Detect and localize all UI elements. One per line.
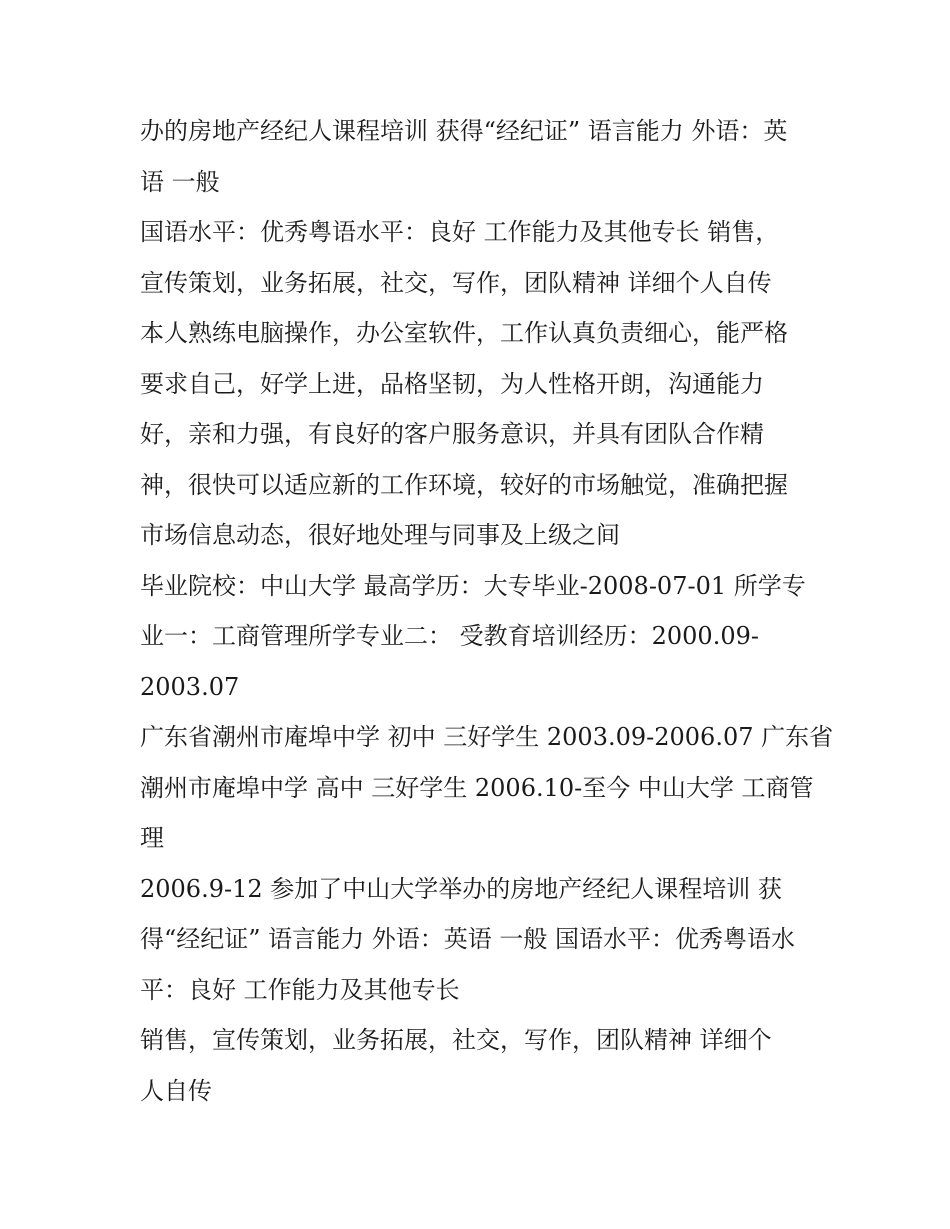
text-line: 2003.07 <box>140 672 240 701</box>
text-line: 本人熟练电脑操作，办公室软件，工作认真负责细心，能严格 <box>140 319 788 347</box>
text-line: 宣传策划，业务拓展，社交，写作，团队精神 详细个人自传 <box>140 268 772 297</box>
text-line: 得“经纪证” 语言能力 外语：英语 一般 国语水平：优秀粤语水 <box>140 925 796 953</box>
text-line: 市场信息动态，很好地处理与同事及上级之间 <box>140 521 620 549</box>
text-line: 业一：工商管理所学专业二： 受教育培训经历：2000.09- <box>140 622 759 650</box>
text-line: 广东省潮州市庵埠中学 初中 三好学生 2003.09-2006.07 广东省 <box>140 723 834 751</box>
text-line: 人自传 <box>140 1076 212 1105</box>
text-line: 理 <box>140 824 164 852</box>
text-line: 好，亲和力强，有良好的客户服务意识，并具有团队合作精 <box>140 420 764 448</box>
text-line: 神，很快可以适应新的工作环境，较好的市场触觉，准确把握 <box>140 470 788 499</box>
text-line: 潮州市庵埠中学 高中 三好学生 2006.10-至今 中山大学 工商管 <box>140 773 814 802</box>
text-line: 要求自己，好学上进，品格坚韧，为人性格开朗，沟通能力 <box>140 369 764 398</box>
text-line: 2006.9-12 参加了中山大学举办的房地产经纪人课程培训 获 <box>140 874 782 903</box>
document-body <box>140 106 834 1116</box>
text-line: 语 一般 <box>140 167 220 196</box>
text-line: 销售，宣传策划，业务拓展，社交，写作，团队精神 详细个 <box>140 1026 772 1054</box>
text-line: 办的房地产经纪人课程培训 获得“经纪证” 语言能力 外语：英 <box>140 117 788 145</box>
text-line: 平：良好 工作能力及其他专长 <box>140 975 460 1004</box>
text-line: 毕业院校：中山大学 最高学历：大专毕业-2008-07-01 所学专 <box>140 571 806 600</box>
text-line: 国语水平：优秀粤语水平：良好 工作能力及其他专长 销售， <box>140 218 780 246</box>
document-text <box>140 106 834 1116</box>
